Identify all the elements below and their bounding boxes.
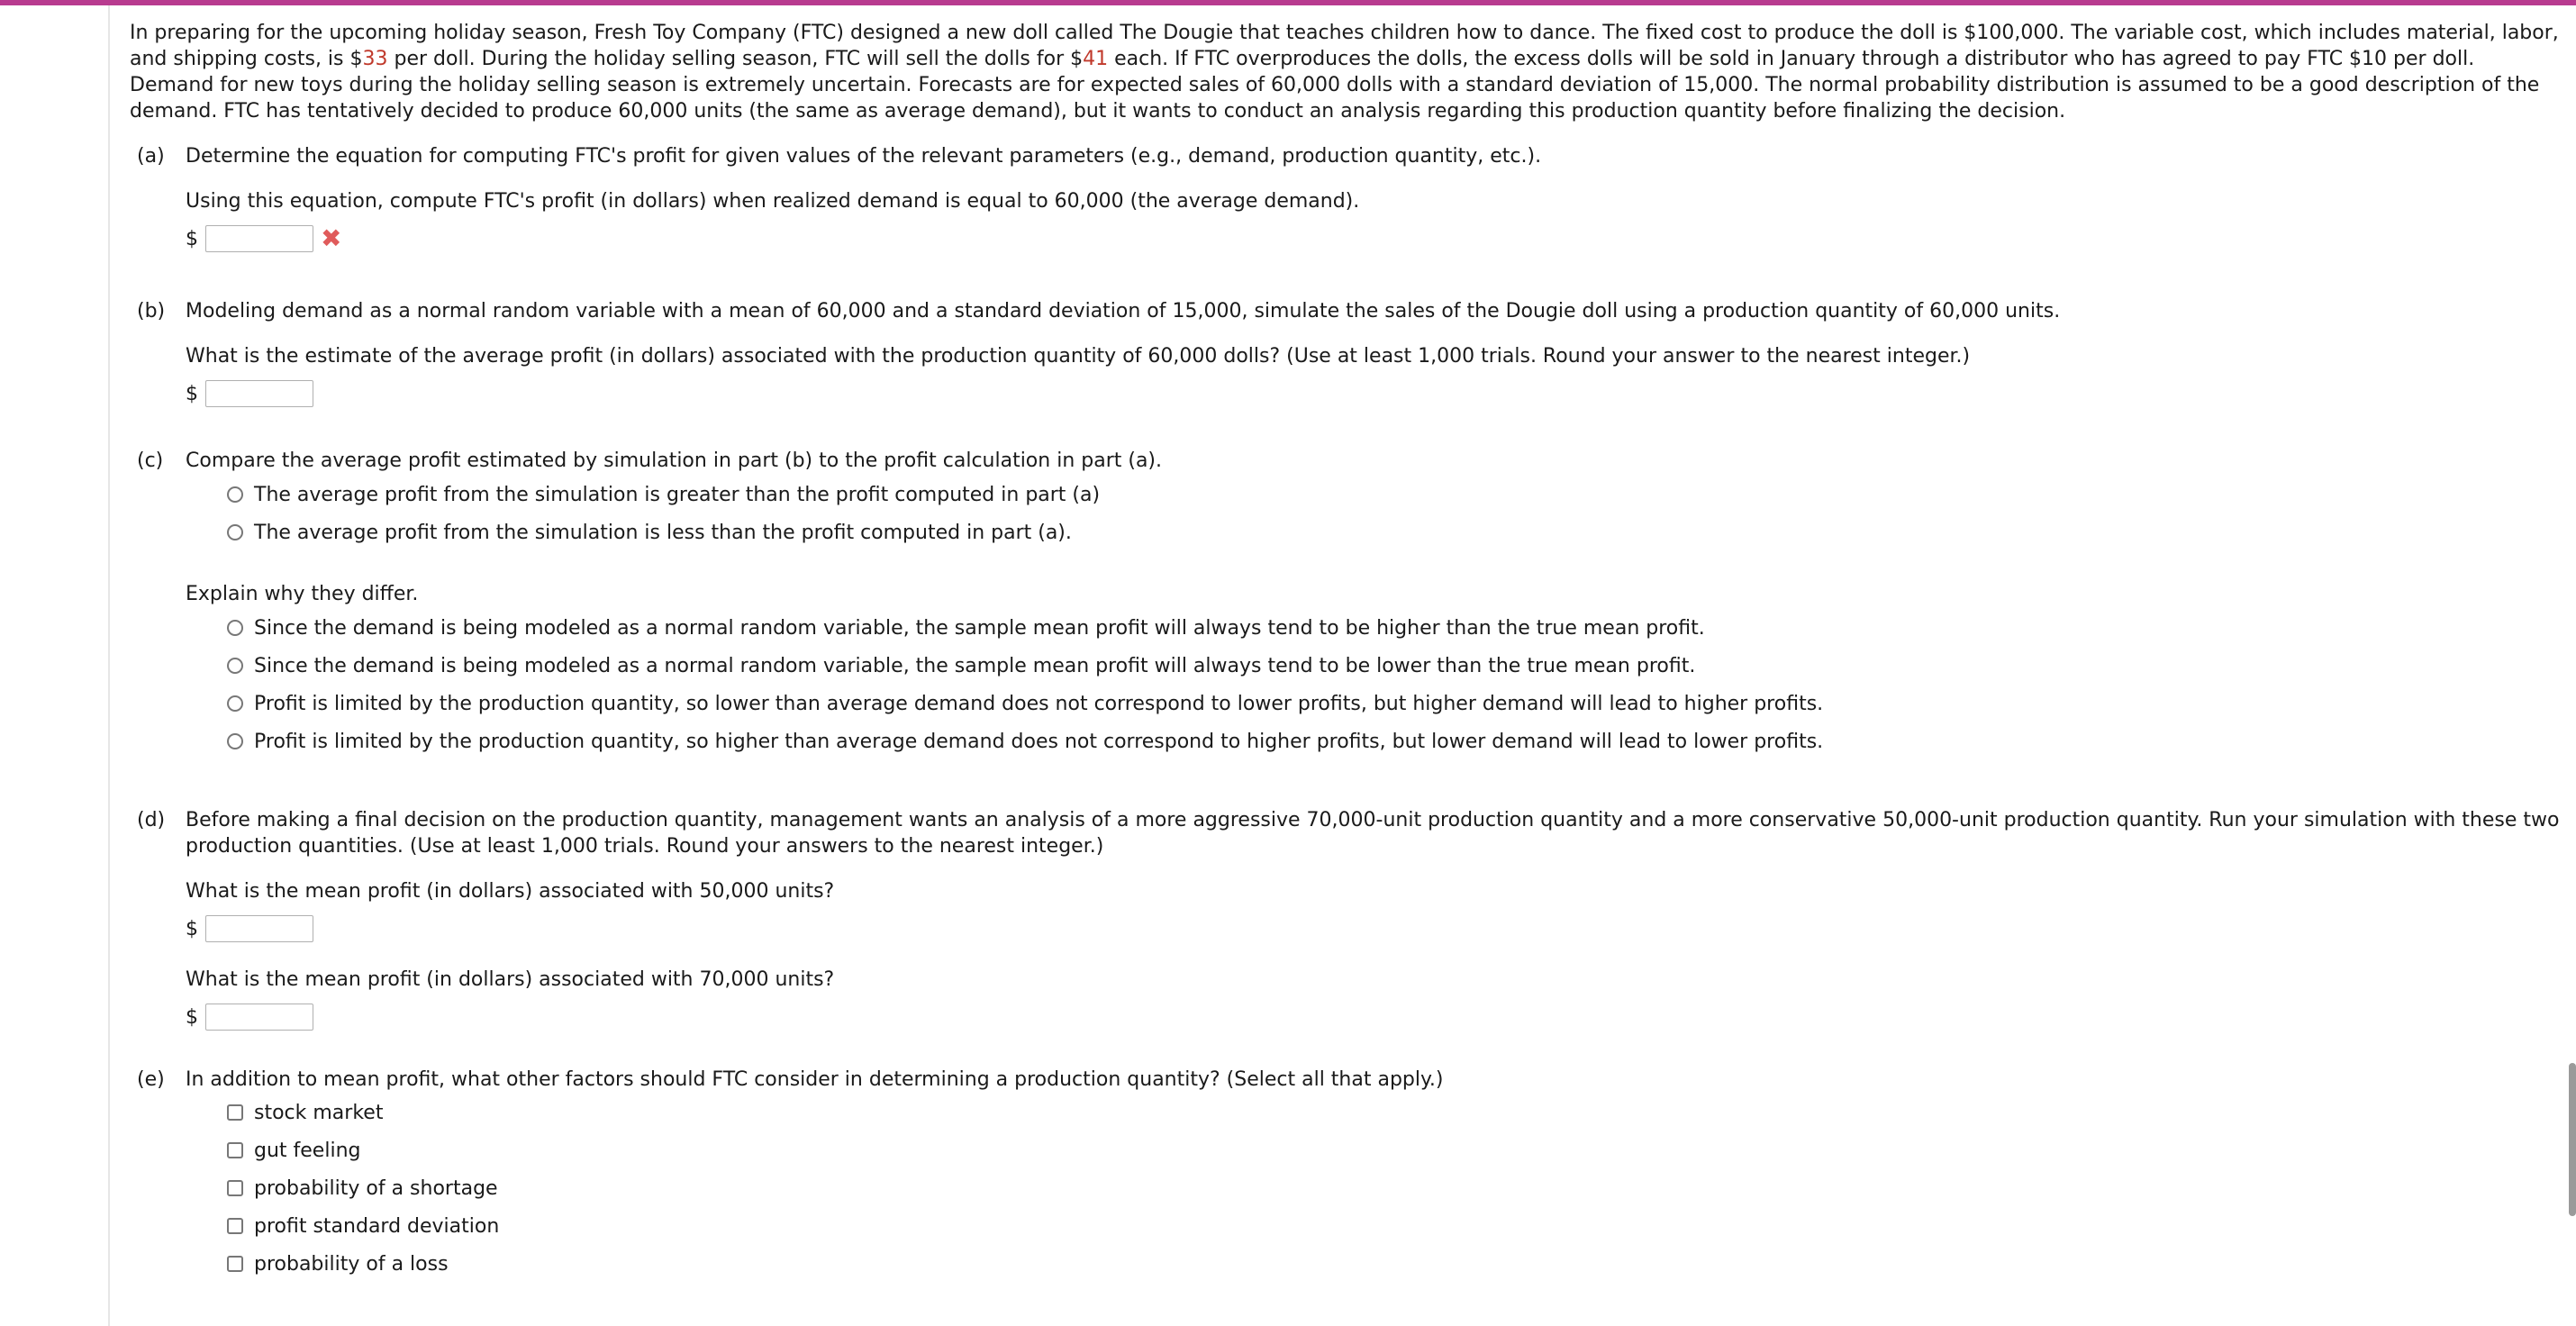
checkbox[interactable] xyxy=(227,1104,243,1121)
part-d-answer-row-50k xyxy=(186,912,2562,946)
part-d-question: Before making a final decision on the production quantity, management wants an analysis of a more aggressive 70,000-unit production quantity and a more conservative 50,000-unit production quantity. Run your simulation with these two production quantities. (Use at least 1,000 trials. Round your answers to the nearest integer.) xyxy=(186,809,2560,858)
problem-intro: In preparing for the upcoming holiday season, Fresh Toy Company (FTC) designed a new doll called The Dougie that teaches children how to dance. The fixed cost to produce the doll is $100,000. The variable cost, which includes material, labor, and shipping costs, is $33 per doll. During the holiday selling season, FTC will sell the dolls for $41 each. If FTC overproduces the dolls, the excess dolls will be sold in January through a distributor who has agreed to pay FTC $10 per doll. Demand for new toys during the holiday selling season is extremely uncertain. Forecasts are for expected sales of 60,000 dolls with a standard deviation of 15,000. The normal probability distribution is assumed to be a good description of the demand. FTC has tentatively decided to produce 60,000 units (the same as average demand), but it wants to conduct an analysis regarding this production quantity before finalizing the decision. xyxy=(130,22,2559,123)
incorrect-icon: ✖ xyxy=(321,223,342,253)
radio-button[interactable] xyxy=(227,486,243,503)
mean-profit-50k-input[interactable] xyxy=(205,915,313,942)
variable-cost-value: 33 xyxy=(362,48,388,70)
left-border xyxy=(108,5,110,1326)
part-e-label: (e) xyxy=(137,1068,165,1091)
part-d-answer-row-70k xyxy=(186,1000,2562,1034)
part-e xyxy=(130,1067,2562,1283)
sale-price-value: 41 xyxy=(1083,48,1109,70)
part-b-avg-profit-input[interactable] xyxy=(205,380,313,407)
radio-button[interactable] xyxy=(227,658,243,674)
part-a-question: Determine the equation for computing FTC's profit for given values of the relevant parameters (e.g., demand, production quantity, etc.). xyxy=(186,145,1542,168)
radio-button[interactable] xyxy=(227,524,243,540)
part-c-compare-options xyxy=(186,476,2562,551)
dollar-sign: $ xyxy=(186,227,198,250)
checkbox-option[interactable]: gut feeling xyxy=(186,1131,2562,1169)
part-b-label: (b) xyxy=(137,300,166,322)
part-c xyxy=(130,448,2562,760)
mean-profit-70k-input[interactable] xyxy=(205,1004,313,1031)
question-content xyxy=(130,20,2562,1283)
part-e-options xyxy=(186,1094,2562,1283)
part-a-subquestion: Using this equation, compute FTC's profit (in dollars) when realized demand is equal to 60,000 (the average demand). xyxy=(186,190,1360,213)
part-b-question: Modeling demand as a normal random variable with a mean of 60,000 and a standard deviation of 15,000, simulate the sales of the Dougie doll using a production quantity of 60,000 units. xyxy=(186,300,2061,322)
part-d-subquestion-50k: What is the mean profit (in dollars) associated with 50,000 units? xyxy=(186,880,835,903)
checkbox-option[interactable]: probability of a loss xyxy=(186,1245,2562,1283)
radio-button[interactable] xyxy=(227,733,243,749)
checkbox-option[interactable]: probability of a shortage xyxy=(186,1169,2562,1207)
checkbox-option[interactable]: profit standard deviation xyxy=(186,1207,2562,1245)
radio-option[interactable]: Since the demand is being modeled as a normal random variable, the sample mean profit will always tend to be higher than the true mean profit. xyxy=(186,609,2562,647)
part-b-answer-row xyxy=(186,377,2562,411)
dollar-sign: $ xyxy=(186,382,198,405)
radio-button[interactable] xyxy=(227,695,243,712)
dollar-sign: $ xyxy=(186,917,198,940)
part-c-question: Compare the average profit estimated by simulation in part (b) to the profit calculation in part (a). xyxy=(186,450,1163,472)
part-a-answer-row xyxy=(186,222,2562,256)
part-d-label: (d) xyxy=(137,809,166,831)
radio-option[interactable]: Profit is limited by the production quantity, so lower than average demand does not correspond to lower profits, but higher demand will lead to higher profits. xyxy=(186,685,2562,722)
checkbox-option[interactable]: stock market xyxy=(186,1094,2562,1131)
part-c-label: (c) xyxy=(137,450,164,472)
part-d xyxy=(130,807,2562,1034)
radio-option[interactable]: Since the demand is being modeled as a normal random variable, the sample mean profit will always tend to be lower than the true mean profit. xyxy=(186,647,2562,685)
part-e-question: In addition to mean profit, what other factors should FTC consider in determining a production quantity? (Select all that apply.) xyxy=(186,1068,1444,1091)
part-a-label: (a) xyxy=(137,145,165,168)
checkbox[interactable] xyxy=(227,1256,243,1272)
radio-button[interactable] xyxy=(227,620,243,636)
part-a-profit-input[interactable] xyxy=(205,225,313,252)
radio-option[interactable]: The average profit from the simulation is less than the profit computed in part (a). xyxy=(186,513,2562,551)
part-c-explain-options xyxy=(186,609,2562,760)
radio-option[interactable]: The average profit from the simulation is greater than the profit computed in part (a) xyxy=(186,476,2562,513)
checkbox[interactable] xyxy=(227,1218,243,1234)
part-b xyxy=(130,298,2562,411)
part-d-subquestion-70k: What is the mean profit (in dollars) associated with 70,000 units? xyxy=(186,968,835,991)
scrollbar-thumb[interactable] xyxy=(2569,1063,2576,1216)
part-b-subquestion: What is the estimate of the average profit (in dollars) associated with the production quantity of 60,000 dolls? (Use at least 1,000 trials. Round your answer to the nearest integer.) xyxy=(186,345,1971,368)
radio-option[interactable]: Profit is limited by the production quantity, so higher than average demand does not correspond to higher profits, but lower demand will lead to lower profits. xyxy=(186,722,2562,760)
checkbox[interactable] xyxy=(227,1180,243,1196)
checkbox[interactable] xyxy=(227,1142,243,1158)
part-c-explain-prompt: Explain why they differ. xyxy=(186,583,419,605)
top-accent-bar xyxy=(0,0,2576,5)
part-a xyxy=(130,143,2562,256)
dollar-sign: $ xyxy=(186,1005,198,1029)
